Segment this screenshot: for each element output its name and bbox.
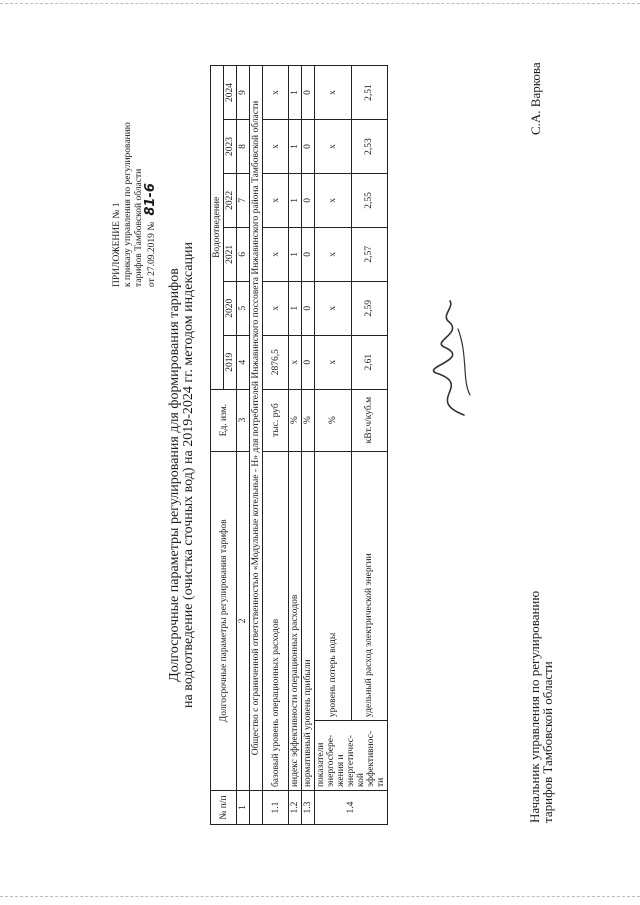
table-row	[351, 66, 388, 825]
row-value: х	[263, 281, 289, 335]
row-name: уровень потерь воды	[315, 451, 352, 721]
row-num: 1.3	[302, 791, 315, 825]
header-year: 2021	[224, 227, 237, 281]
index-cell: 7	[237, 173, 250, 227]
header-num: № п/п	[211, 791, 237, 825]
row-value: х	[289, 335, 302, 389]
row-value: 2,61	[351, 335, 388, 389]
table-row	[302, 66, 315, 825]
row-unit: кВт.ч/куб.м	[351, 389, 388, 451]
row-value: 0	[302, 335, 315, 389]
table-row	[263, 66, 289, 825]
row-num: 1.1	[263, 791, 289, 825]
row-value: х	[315, 66, 352, 120]
title-line-2: на водоотведение (очистка сточных вод) на 2019-2024 гг. методом индексации	[181, 242, 196, 708]
index-cell: 4	[237, 335, 250, 389]
row-value: х	[315, 335, 352, 389]
row-value: х	[315, 281, 352, 335]
row-num: 1.4	[315, 791, 388, 825]
position-line-2: тарифов Тамбовской области	[540, 661, 555, 823]
organization-num	[250, 791, 263, 825]
appendix-title: ПРИЛОЖЕНИЕ № 1	[112, 202, 122, 287]
row-unit: %	[289, 389, 302, 451]
row-value: 1	[289, 66, 302, 120]
header-param: Долгосрочные параметры регулирования тарифов	[211, 451, 237, 790]
appendix-line: к приказу управления по регулированию	[123, 122, 133, 287]
appendix-block	[112, 37, 158, 287]
index-cell: 8	[237, 120, 250, 174]
index-cell: 1	[237, 791, 250, 825]
header-row	[211, 66, 224, 825]
signatory-position	[528, 563, 554, 823]
signatory-name: С.А. Варкова	[528, 62, 543, 135]
header-unit: Ед. изм.	[211, 389, 237, 451]
parameters-table	[210, 65, 388, 825]
row-name: удельный расход электрической энергии	[351, 451, 388, 721]
organization-row	[250, 66, 263, 825]
row-value: х	[315, 227, 352, 281]
position-line-1: Начальник управления по регулированию	[527, 590, 542, 823]
table-row	[315, 66, 352, 825]
header-year: 2019	[224, 335, 237, 389]
row-value: 0	[302, 281, 315, 335]
row-value: 0	[302, 66, 315, 120]
header-year: 2024	[224, 66, 237, 120]
energy-group-label: показатели энергосбере-жения и энергетичес-кой эффективнос-ти	[315, 721, 388, 791]
header-year: 2020	[224, 281, 237, 335]
row-value: 2,59	[351, 281, 388, 335]
row-value: 0	[302, 173, 315, 227]
row-name: базовый уровень операционных расходов	[263, 451, 289, 790]
row-value: х	[263, 227, 289, 281]
row-name: индекс эффективности операционных расходов	[289, 451, 302, 790]
row-value: х	[263, 120, 289, 174]
row-value: 2876,5	[263, 335, 289, 389]
index-cell: 2	[237, 451, 250, 790]
appendix-date	[145, 37, 158, 287]
header-group: Водоотведение	[211, 66, 224, 390]
row-unit: %	[302, 389, 315, 451]
handwritten-signature	[414, 295, 484, 425]
row-unit: %	[315, 389, 352, 451]
row-value: х	[315, 120, 352, 174]
row-value: 2,51	[351, 66, 388, 120]
handwritten-order-number: 81-6	[143, 183, 158, 216]
table-row	[289, 66, 302, 825]
row-unit: тыс. руб	[263, 389, 289, 451]
organization-name: Общество с ограниченной ответственностью «Модульные котельные - Н» для потребителей Инжавинского поссовета Инжавинского района Тамбовской области	[250, 66, 263, 791]
row-value: 1	[289, 227, 302, 281]
row-num: 1.2	[289, 791, 302, 825]
row-value: 1	[289, 120, 302, 174]
header-year: 2023	[224, 120, 237, 174]
row-value: х	[263, 66, 289, 120]
row-value: 2,57	[351, 227, 388, 281]
row-value: х	[315, 173, 352, 227]
appendix-line: тарифов Тамбовской области	[134, 168, 144, 287]
index-cell: 3	[237, 389, 250, 451]
row-value: 1	[289, 281, 302, 335]
document-title	[168, 195, 196, 755]
header-year: 2022	[224, 173, 237, 227]
row-value: х	[263, 173, 289, 227]
column-index-row	[237, 66, 250, 825]
index-cell: 5	[237, 281, 250, 335]
row-value: 2,53	[351, 120, 388, 174]
title-line-1: Долгосрочные параметры регулирования для формирования тарифов	[167, 268, 182, 682]
row-value: 1	[289, 173, 302, 227]
index-cell: 9	[237, 66, 250, 120]
appendix-date-text: от 27.09.2019 №	[147, 221, 157, 287]
row-value: 2,55	[351, 173, 388, 227]
row-name: нормативный уровень прибыли	[302, 451, 315, 790]
row-value: 0	[302, 120, 315, 174]
row-value: 0	[302, 227, 315, 281]
index-cell: 6	[237, 227, 250, 281]
